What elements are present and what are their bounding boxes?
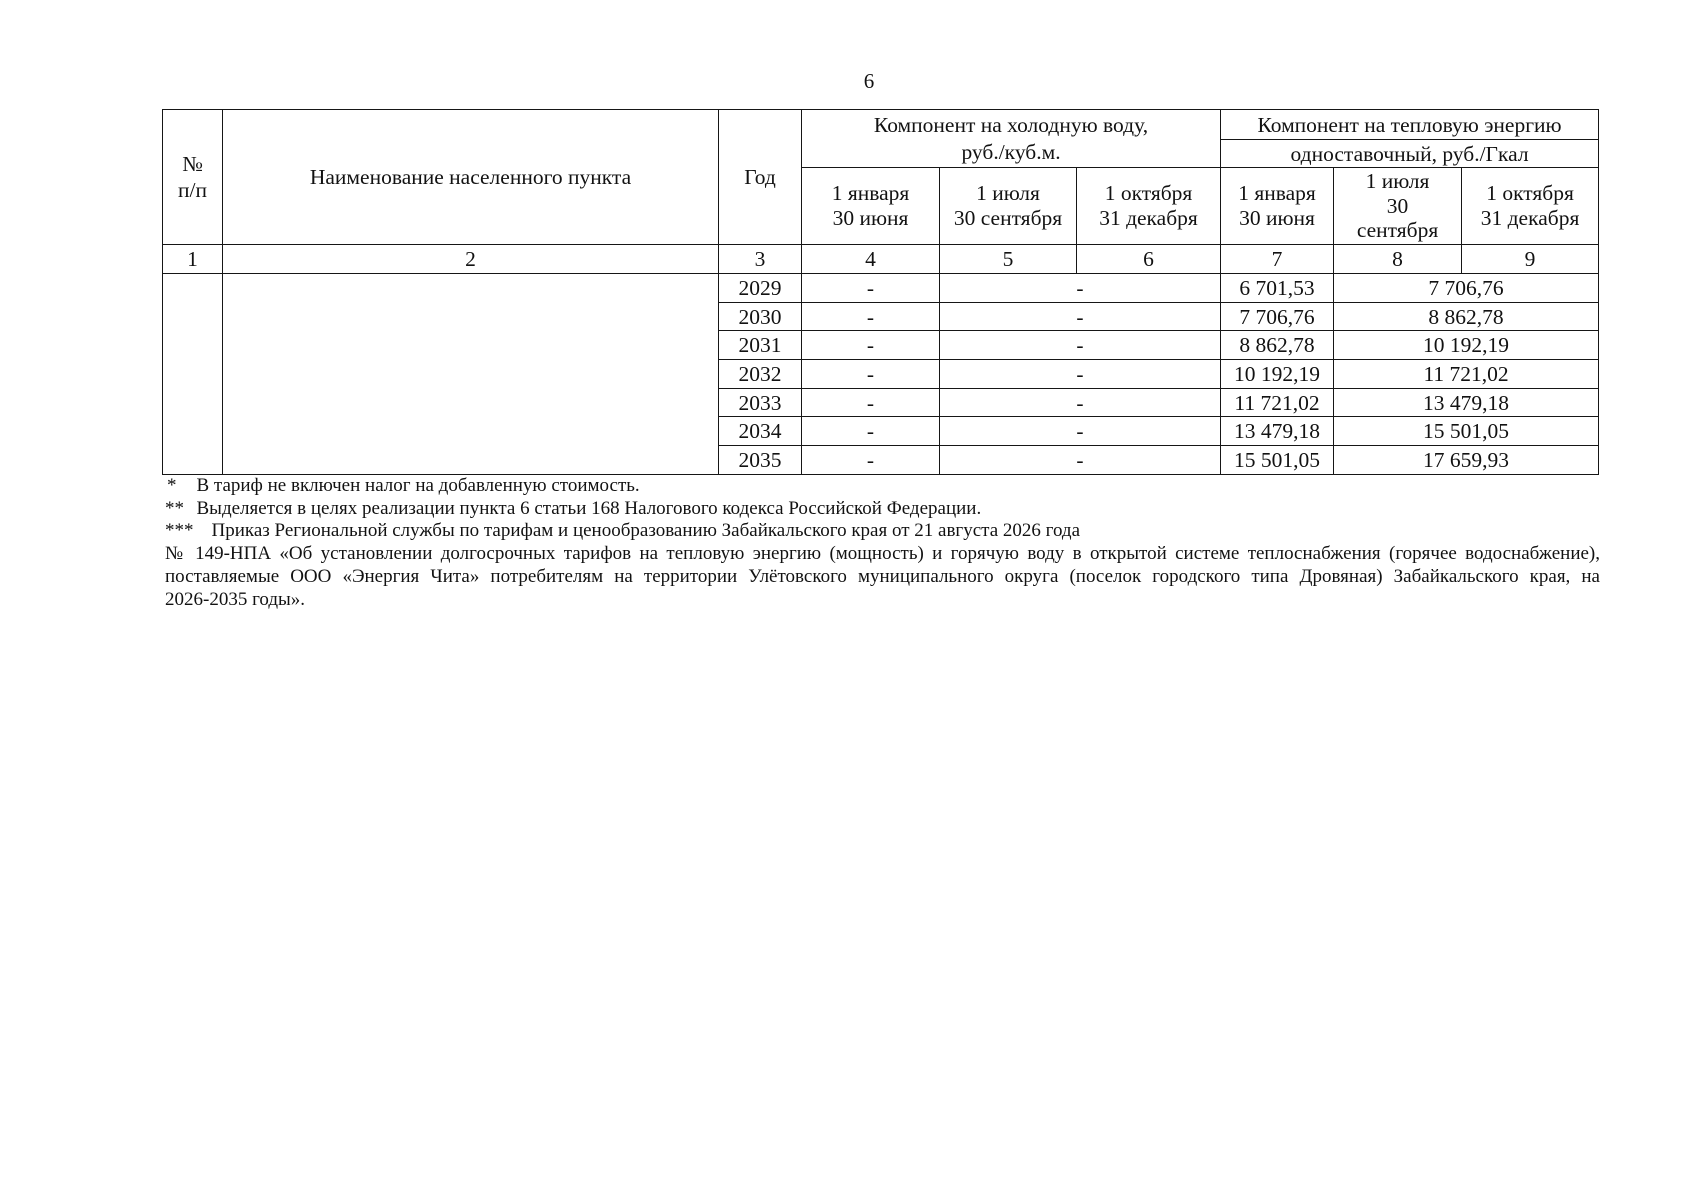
footnote (165, 520, 1600, 543)
table-row (163, 274, 1599, 303)
cold-water-jan-jun-cell: - (802, 446, 940, 475)
row-number-cell (163, 274, 223, 475)
footnote (165, 498, 1600, 521)
header-cell-period-cold-jul-sep (940, 168, 1077, 245)
header-cell-period-cold-oct-dec (1077, 168, 1221, 245)
heat-jan-jun-cell: 10 192,19 (1221, 360, 1334, 389)
heat-jul-dec-cell: 15 501,05 (1334, 417, 1599, 446)
year-cell: 2029 (719, 274, 802, 303)
table-body (163, 110, 1599, 475)
footnote-continuation-line: поставляемые ООО «Энергия Чита» потребителям на территории Улётовского муниципального округа (поселок городского типа Дровяная) Забайкальского края, на (165, 565, 1600, 587)
header-cell-settlement: Наименование населенного пункта (223, 110, 719, 245)
header-cold-water-line: руб./куб.м. (961, 139, 1061, 164)
cold-water-jan-jun-cell: - (802, 274, 940, 303)
period-line: 1 октября (1104, 181, 1193, 206)
footnote-marker: *** (165, 520, 194, 542)
cold-water-jul-dec-cell: - (940, 417, 1221, 446)
column-numbers-row (163, 245, 1599, 274)
footnote-text: В тариф не включен налог на добавленную стоимость. (196, 475, 640, 496)
footnote-text: Выделяется в целях реализации пункта 6 статьи 168 Налогового кодекса Российской Федерации. (196, 497, 982, 519)
heat-jul-dec-cell: 17 659,93 (1334, 446, 1599, 475)
year-cell: 2031 (719, 331, 802, 360)
header-number-line: п/п (178, 178, 207, 202)
period-line: сентября (1356, 218, 1439, 243)
page-number: 6 (863, 69, 875, 93)
heat-jul-dec-cell: 8 862,78 (1334, 302, 1599, 331)
period-line: 1 июля (976, 181, 1040, 206)
header-cell-period-cold-jan-jun (802, 168, 940, 245)
period-line: 1 января (831, 181, 910, 206)
heat-jul-dec-cell: 7 706,76 (1334, 274, 1599, 303)
header-cell-heat-energy-subtitle: одноставочный, руб./Гкал (1221, 140, 1599, 168)
settlement-name-cell (223, 274, 719, 475)
cold-water-jan-jun-cell: - (802, 360, 940, 389)
footnotes-block (165, 475, 1600, 611)
column-number-cell: 2 (223, 245, 719, 274)
cold-water-jan-jun-cell: - (802, 417, 940, 446)
period-line: 30 (1386, 193, 1409, 218)
year-cell: 2033 (719, 388, 802, 417)
cold-water-jan-jun-cell: - (802, 388, 940, 417)
column-number-cell: 9 (1462, 245, 1599, 274)
footnote-continuation-line: 2026-2035 годы». (165, 588, 306, 610)
period-line: 1 июля (1365, 168, 1430, 193)
header-row (163, 110, 1599, 140)
heat-jan-jun-cell: 13 479,18 (1221, 417, 1334, 446)
cold-water-jul-dec-cell: - (940, 274, 1221, 303)
cold-water-jul-dec-cell: - (940, 331, 1221, 360)
footnote-marker: * (167, 475, 177, 496)
cold-water-jan-jun-cell: - (802, 302, 940, 331)
column-number-cell: 8 (1334, 245, 1462, 274)
header-number-line: № (182, 152, 203, 176)
heat-jan-jun-cell: 8 862,78 (1221, 331, 1334, 360)
period-line: 31 декабря (1480, 206, 1580, 230)
column-number-cell: 3 (719, 245, 802, 274)
header-cell-period-heat-oct-dec (1462, 168, 1599, 245)
heat-jul-dec-cell: 10 192,19 (1334, 331, 1599, 360)
heat-jan-jun-cell: 11 721,02 (1221, 388, 1334, 417)
period-line: 1 января (1238, 181, 1316, 206)
year-cell: 2030 (719, 302, 802, 331)
cold-water-jul-dec-cell: - (940, 446, 1221, 475)
footnote-text: Приказ Региональной службы по тарифам и ценообразованию Забайкальского края от 21 августа 2026 года (211, 520, 1080, 542)
footnote (165, 475, 1600, 498)
column-number-cell: 5 (940, 245, 1077, 274)
header-cell-number (163, 110, 223, 245)
year-cell: 2032 (719, 360, 802, 389)
tariff-table (162, 109, 1599, 475)
period-line: 1 октября (1486, 181, 1574, 206)
header-cell-period-heat-jan-jun (1221, 168, 1334, 245)
period-line: 30 июня (832, 206, 909, 230)
column-number-cell: 6 (1077, 245, 1221, 274)
cold-water-jan-jun-cell: - (802, 331, 940, 360)
heat-jan-jun-cell: 7 706,76 (1221, 302, 1334, 331)
footnote-continuation-line: № 149-НПА «Об установлении долгосрочных тарифов на тепловую энергию (мощность) и горячую воду в открытой системе теплоснабжения (горячее водоснабжение), (165, 543, 1600, 565)
cold-water-jul-dec-cell: - (940, 302, 1221, 331)
column-number-cell: 4 (802, 245, 940, 274)
column-number-cell: 1 (163, 245, 223, 274)
header-cell-heat-energy-title: Компонент на тепловую энергию (1221, 110, 1599, 140)
year-cell: 2035 (719, 446, 802, 475)
header-cell-period-heat-jul-sep (1334, 168, 1462, 245)
cold-water-jul-dec-cell: - (940, 360, 1221, 389)
header-cell-cold-water (802, 110, 1221, 168)
column-number-cell: 7 (1221, 245, 1334, 274)
year-cell: 2034 (719, 417, 802, 446)
heat-jan-jun-cell: 15 501,05 (1221, 446, 1334, 475)
heat-jul-dec-cell: 13 479,18 (1334, 388, 1599, 417)
period-line: 31 декабря (1099, 206, 1198, 230)
period-line: 30 июня (1239, 206, 1315, 230)
heat-jan-jun-cell: 6 701,53 (1221, 274, 1334, 303)
cold-water-jul-dec-cell: - (940, 388, 1221, 417)
period-line: 30 сентября (953, 206, 1063, 230)
header-cell-year: Год (719, 110, 802, 245)
header-cold-water-line: Компонент на холодную воду, (873, 112, 1149, 137)
footnote-marker: ** (165, 497, 184, 519)
heat-jul-dec-cell: 11 721,02 (1334, 360, 1599, 389)
